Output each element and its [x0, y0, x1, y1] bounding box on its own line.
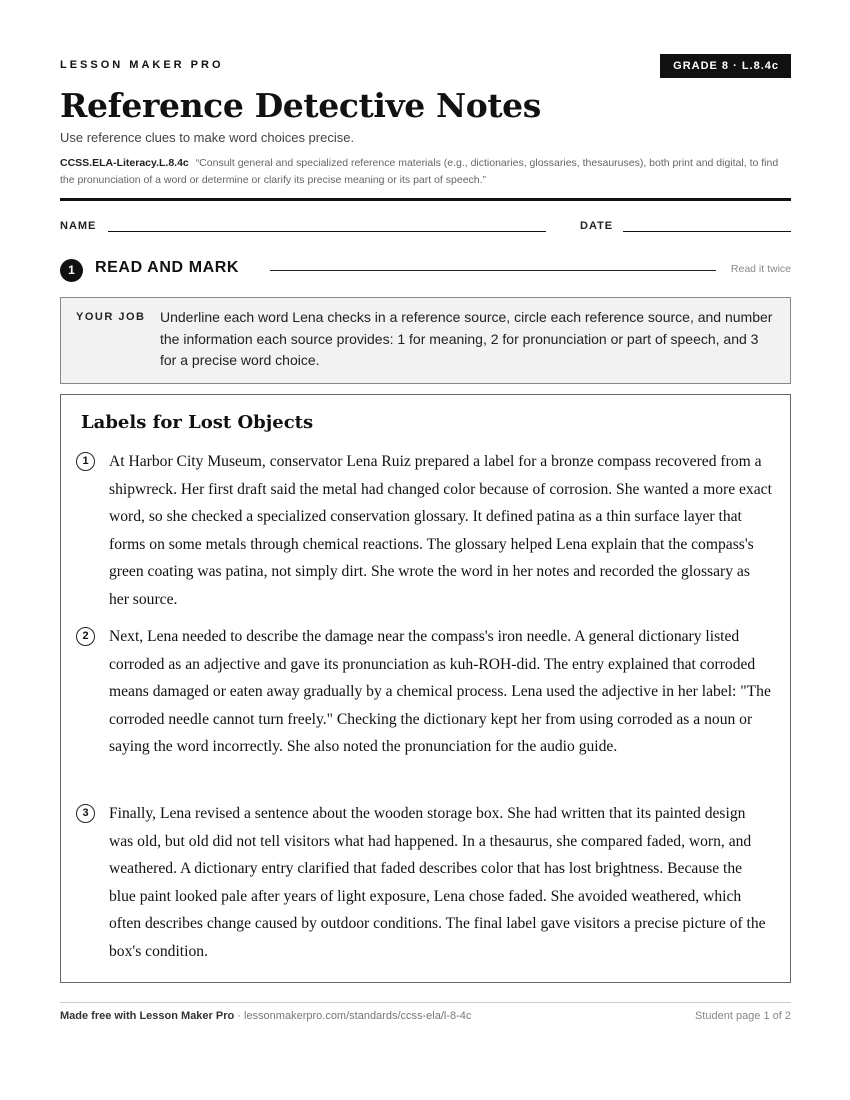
standard-code: CCSS.ELA-Literacy.L.8.4c: [60, 157, 189, 169]
footer-made-with: Made free with Lesson Maker Pro: [60, 1010, 235, 1022]
top-bar: [60, 54, 791, 80]
grade-badge: GRADE 8 · L.8.4c: [660, 54, 791, 78]
date-field[interactable]: [623, 231, 791, 232]
section-number-badge: 1: [60, 259, 83, 282]
paragraph-text: Next, Lena needed to describe the damage near the compass's iron needle. A general dictionary listed corroded as an adjective and gave its pronunciation as kuh-ROH-did. The entry explained that corroded means damaged or eaten away gradually by a chemical process. Lena used the adjective in her label: "The corroded needle cannot turn freely." Checking the dictionary kept her from using corroded as a noun or saying the word incorrectly. She also noted the pronunciation for the audio guide.: [109, 628, 771, 756]
footer-url[interactable]: lessonmakerpro.com/standards/ccss-ela/l-8-4c: [244, 1010, 472, 1022]
job-label: YOUR JOB: [76, 311, 146, 323]
brand-name: LESSON MAKER PRO: [60, 59, 224, 71]
paragraph-text: Finally, Lena revised a sentence about the wooden storage box. She had written that its painted design was old, but old did not tell visitors what had happened. In a thesaurus, she compared faded, worn, and weathered. A dictionary entry clarified that faded describes color that has lost brightness. Because the blue paint looked pale after years of light exposure, Lena chose faded. She avoided weathered, which often describes change caused by outdoor conditions. The final label gave visitors a precise picture of the box's condition.: [109, 805, 766, 960]
footer-credit: [60, 1010, 471, 1022]
paragraph-number: 3: [76, 804, 95, 823]
worksheet-page: [60, 0, 791, 1100]
section-header: [60, 258, 791, 282]
name-date-row: [60, 220, 791, 236]
job-text: Underline each word Lena checks in a reference source, circle each reference source, and number the information each source provides: 1 for meaning, 2 for pronunciation or part of speech, and 3 for a precise word choice.: [160, 309, 773, 368]
name-field[interactable]: [108, 231, 546, 232]
section-divider: [270, 270, 716, 271]
paragraph-text: At Harbor City Museum, conservator Lena Ruiz prepared a label for a bronze compass recovered from a shipwreck. Her first draft said the metal had changed color because of corrosion. She wanted a more exact word, so she checked a specialized conservation glossary. It defined patina as a thin surface layer that forms on some metals through chemical reactions. The glossary helped Lena explain that the compass's green coating was patina, not simply dirt. She wrote the word in her notes and recorded the glossary as her source.: [109, 453, 772, 608]
section-note: Read it twice: [730, 263, 791, 275]
name-label: NAME: [60, 220, 97, 232]
passage-title: Labels for Lost Objects: [81, 412, 314, 433]
paragraph-number: 2: [76, 627, 95, 646]
header-divider: [60, 198, 791, 201]
job-instructions-box: [60, 297, 791, 384]
footer-separator: ·: [234, 1010, 244, 1022]
page-title: Reference Detective Notes: [60, 86, 541, 125]
passage-box: [60, 394, 791, 983]
paragraph-number: 1: [76, 452, 95, 471]
page-subtitle: Use reference clues to make word choices precise.: [60, 130, 355, 145]
standard-text: “Consult general and specialized reference materials (e.g., dictionaries, glossaries, thesauruses), both print and digital, to find the pronunciation of a word or determine or clarify its precise meaning or its part of speech.”: [60, 157, 779, 186]
footer-page-number: Student page 1 of 2: [694, 1010, 791, 1022]
date-label: DATE: [580, 220, 614, 232]
footer-divider: [60, 1002, 791, 1003]
standard-citation: [60, 155, 791, 189]
section-title: READ AND MARK: [95, 259, 240, 276]
